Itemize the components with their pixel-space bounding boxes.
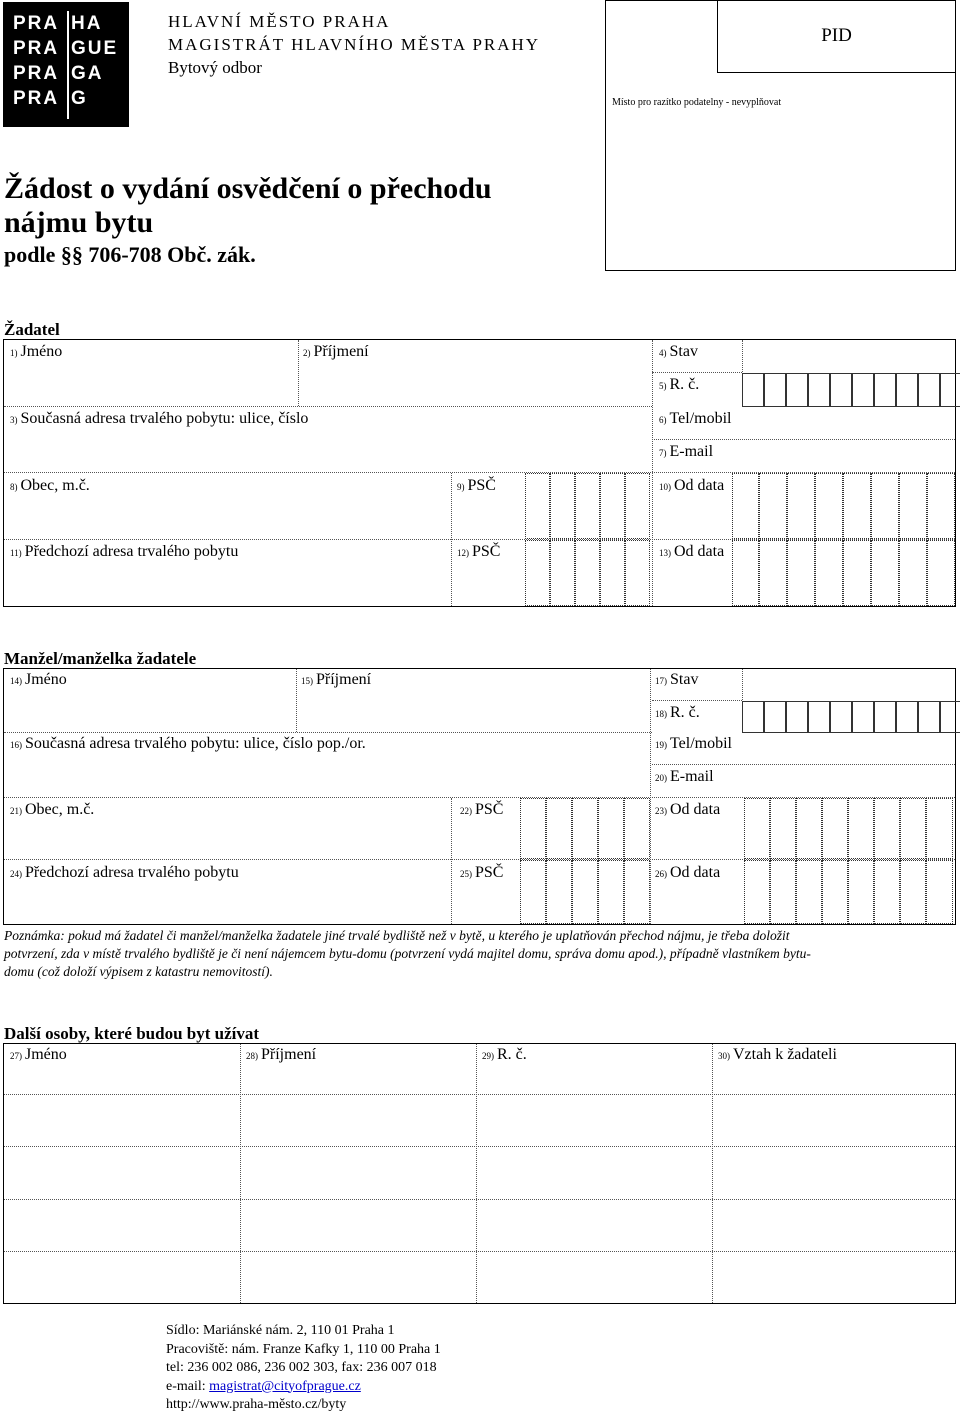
spouse-phone[interactable]: 19) Tel/mobil bbox=[655, 735, 732, 752]
col-line bbox=[712, 1044, 713, 1303]
org-subname: MAGISTRÁT HLAVNÍHO MĚSTA PRAHY bbox=[168, 35, 541, 54]
department: Bytový odbor bbox=[168, 58, 262, 77]
field-email[interactable]: 7) E-mail bbox=[659, 443, 714, 460]
footer bbox=[166, 1322, 441, 1415]
form-title-line2: nájmu bytu bbox=[4, 206, 154, 239]
footer-email-link[interactable]: magistrat@cityofprague.cz bbox=[209, 1378, 361, 1394]
logo-word: G bbox=[71, 87, 88, 109]
date-cells[interactable] bbox=[744, 798, 953, 859]
field-since-date[interactable]: 10) Od data bbox=[659, 477, 725, 494]
row-line bbox=[4, 1199, 955, 1200]
others-col-birth-number[interactable]: 29) R. č. bbox=[482, 1046, 527, 1063]
date-cells[interactable] bbox=[732, 473, 955, 539]
spouse-heading: Manžel/manželka žadatele bbox=[4, 649, 197, 668]
logo-word: PRA bbox=[13, 37, 60, 59]
frame-line bbox=[3, 1043, 956, 1044]
prague-logo bbox=[3, 2, 129, 127]
logo-word: PRA bbox=[13, 62, 60, 84]
frame-line bbox=[3, 1303, 956, 1304]
footer-web[interactable]: http://www.praha-město.cz/byty bbox=[166, 1397, 347, 1412]
date-cells[interactable] bbox=[732, 540, 955, 606]
note-line: Poznámka: pokud má žadatel či manžel/manželka žadatele jiné trvalé bydliště než v bytě, u kterého je uplatňován přechod nájmu, je třeba doložit bbox=[4, 928, 790, 943]
row-line bbox=[652, 764, 955, 765]
logo-word: GUE bbox=[71, 37, 119, 59]
logo-word: GA bbox=[71, 62, 104, 84]
logo-word: PRA bbox=[13, 87, 60, 109]
field-postcode[interactable]: 9) PSČ bbox=[457, 477, 496, 494]
others-col-relation[interactable]: 30) Vztah k žadateli bbox=[718, 1046, 837, 1063]
col-line bbox=[652, 340, 653, 606]
spouse-previous-since-date[interactable]: 26) Od data bbox=[655, 864, 721, 881]
spouse-previous-postcode[interactable]: 25) PSČ bbox=[460, 864, 504, 881]
spouse-current-address[interactable]: 16) Současná adresa trvalého pobytu: ulice, číslo pop./or. bbox=[10, 735, 366, 752]
col-line bbox=[240, 1044, 241, 1303]
field-municipality[interactable]: 8) Obec, m.č. bbox=[10, 477, 90, 494]
field-phone[interactable]: 6) Tel/mobil bbox=[659, 410, 732, 427]
frame-line bbox=[3, 339, 956, 340]
row-line bbox=[4, 732, 652, 733]
logo-word: HA bbox=[71, 12, 103, 34]
col-line bbox=[451, 798, 452, 924]
spouse-since-date[interactable]: 23) Od data bbox=[655, 801, 721, 818]
note-line: domu (což doloží výpisem z katastru nemovitostí). bbox=[4, 964, 273, 979]
row-line bbox=[652, 439, 955, 440]
frame-line bbox=[3, 606, 956, 607]
col-line bbox=[296, 669, 297, 732]
spouse-municipality[interactable]: 21) Obec, m.č. bbox=[10, 801, 95, 818]
row-line bbox=[4, 1094, 955, 1095]
org-name: HLAVNÍ MĚSTO PRAHA bbox=[168, 12, 391, 31]
col-line bbox=[650, 669, 651, 924]
frame-line bbox=[3, 924, 956, 925]
row-line bbox=[4, 1146, 955, 1147]
footer-email-line bbox=[166, 1378, 441, 1397]
field-previous-address[interactable]: 11) Předchozí adresa trvalého pobytu bbox=[10, 543, 239, 560]
date-cells[interactable] bbox=[744, 860, 953, 924]
logo-word: PRA bbox=[13, 12, 60, 34]
field-last-name[interactable]: 2) Příjmení bbox=[303, 343, 369, 360]
psc-cells[interactable] bbox=[520, 798, 650, 859]
footer-phone: tel: 236 002 086, 236 002 303, fax: 236 007 018 bbox=[166, 1360, 437, 1375]
spouse-last-name[interactable]: 15) Příjmení bbox=[301, 671, 372, 688]
footer-email-label: e-mail: bbox=[166, 1378, 210, 1394]
note bbox=[4, 927, 959, 981]
col-line bbox=[476, 1044, 477, 1303]
spouse-first-name[interactable]: 14) Jméno bbox=[10, 671, 67, 688]
applicant-heading: Žadatel bbox=[4, 320, 60, 339]
spouse-status[interactable]: 17) Stav bbox=[655, 671, 699, 688]
field-first-name[interactable]: 1) Jméno bbox=[10, 343, 63, 360]
psc-cells[interactable] bbox=[520, 860, 650, 924]
field-previous-postcode[interactable]: 12) PSČ bbox=[457, 543, 501, 560]
frame-line bbox=[3, 1043, 4, 1304]
rc-cells[interactable] bbox=[742, 701, 960, 733]
col-line bbox=[451, 473, 452, 606]
others-col-last-name[interactable]: 28) Příjmení bbox=[246, 1046, 317, 1063]
field-status[interactable]: 4) Stav bbox=[659, 343, 698, 360]
pid-label: PID bbox=[821, 25, 852, 46]
others-heading: Další osoby, které budou byt užívat bbox=[4, 1024, 260, 1043]
stamp-label: Místo pro razítko podatelny - nevyplňovat bbox=[612, 97, 782, 108]
psc-cells[interactable] bbox=[525, 540, 650, 606]
spouse-postcode[interactable]: 22) PSČ bbox=[460, 801, 504, 818]
spouse-previous-address[interactable]: 24) Předchozí adresa trvalého pobytu bbox=[10, 864, 239, 881]
spouse-birth-number[interactable]: 18) R. č. bbox=[655, 704, 700, 721]
row-line bbox=[652, 372, 742, 373]
row-line bbox=[4, 406, 652, 407]
spouse-email[interactable]: 20) E-mail bbox=[655, 768, 714, 785]
frame-line bbox=[3, 339, 4, 607]
psc-cells[interactable] bbox=[525, 473, 650, 539]
row-line bbox=[4, 1251, 955, 1252]
others-col-first-name[interactable]: 27) Jméno bbox=[10, 1046, 67, 1063]
form-title-line1: Žádost o vydání osvědčení o přechodu bbox=[4, 172, 492, 205]
field-previous-since-date[interactable]: 13) Od data bbox=[659, 543, 725, 560]
rc-cells[interactable] bbox=[742, 373, 960, 407]
col-line bbox=[298, 340, 299, 406]
logo-divider bbox=[67, 11, 69, 119]
field-birth-number[interactable]: 5) R. č. bbox=[659, 376, 700, 393]
frame-line bbox=[3, 668, 956, 669]
row-line bbox=[652, 700, 742, 701]
form-title-line3: podle §§ 706-708 Obč. zák. bbox=[4, 242, 256, 267]
note-line: potvrzení, zda v místě trvalého bydliště je či není nájemcem bytu-domu (potvrzení vydá majitel domu, správa domu apod.), případně vlastníkem bytu- bbox=[4, 946, 811, 961]
footer-office: Pracoviště: nám. Franze Kafky 1, 110 00 Praha 1 bbox=[166, 1341, 441, 1357]
field-current-address[interactable]: 3) Současná adresa trvalého pobytu: ulice, číslo bbox=[10, 410, 309, 427]
footer-seat: Sídlo: Mariánské nám. 2, 110 01 Praha 1 bbox=[166, 1323, 395, 1338]
frame-line bbox=[955, 1043, 956, 1304]
